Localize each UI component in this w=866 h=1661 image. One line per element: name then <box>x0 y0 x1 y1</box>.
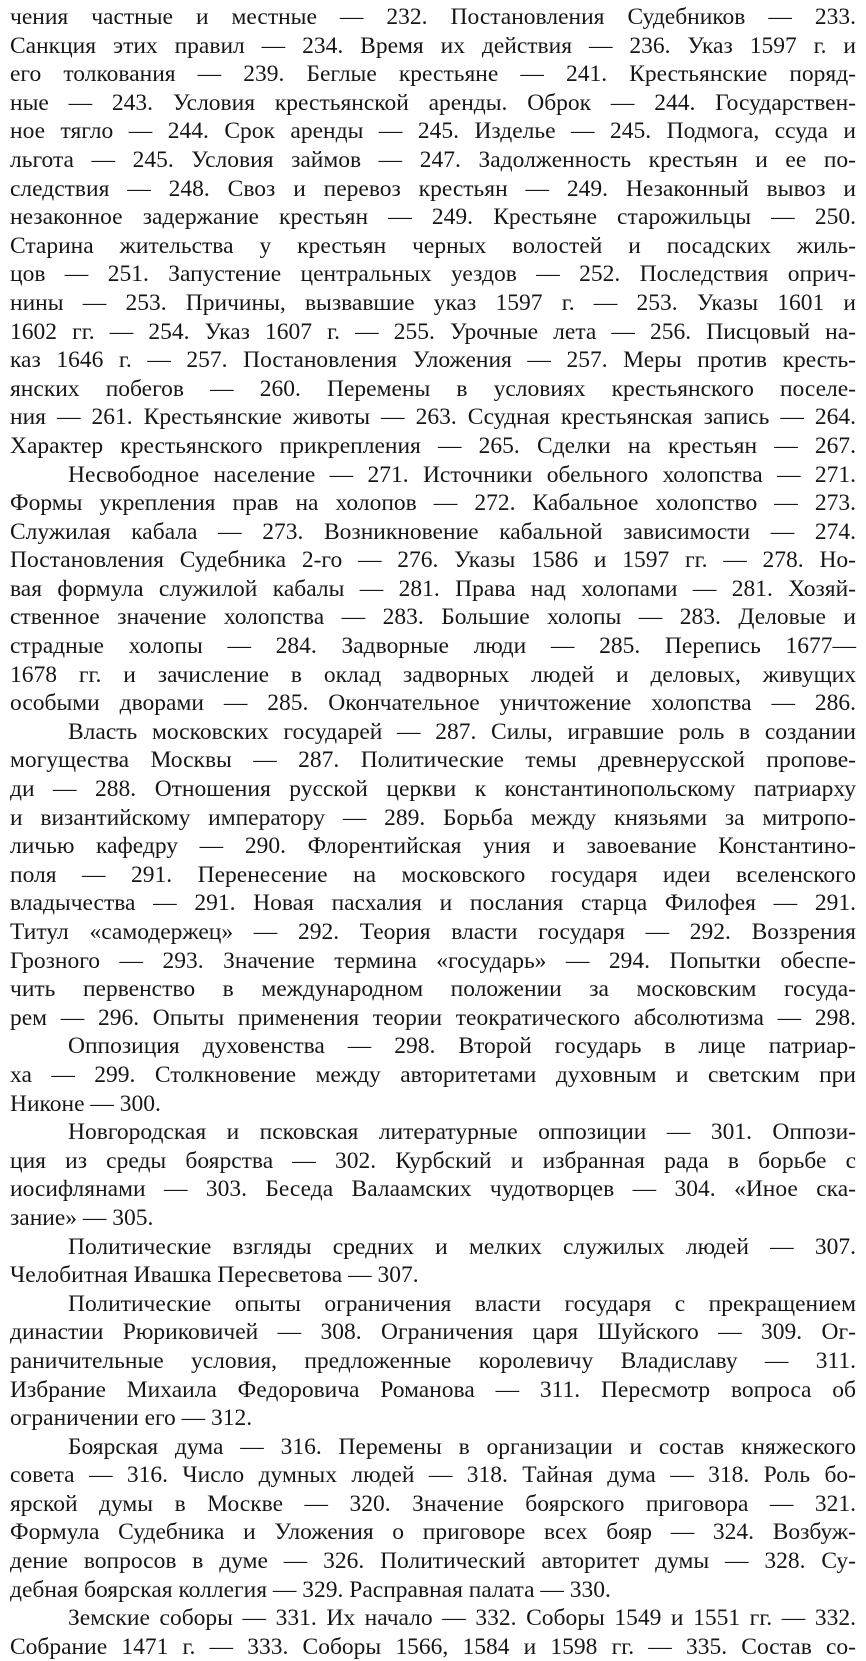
text-line: чения частные и местные — 232. Постановления Судебников — 233. <box>10 4 856 30</box>
text-line: вая формула служилой кабалы — 281. Права над холопами — 281. Хозяй- <box>10 575 856 602</box>
paragraph-unfree-population <box>10 461 856 718</box>
text-line: ния — 261. Крестьянские животы — 263. Ссудная крестьянская запись — 264. <box>10 404 856 431</box>
text-line: Старина жительства у крестьян черных волостей и посадских жиль- <box>10 232 856 259</box>
paragraph-literary-opposition <box>10 1118 856 1232</box>
text-line: ное тягло — 244. Срок аренды — 245. Изделье — 245. Подмога, ссуда и <box>10 118 856 145</box>
text-line: ярской думы в Москве — 320. Значение боярского приговора — 321. <box>10 1490 856 1517</box>
paragraph-boyar-duma <box>10 1433 856 1605</box>
text-line: цов — 251. Запустение центральных уездов — 252. Последствия оприч- <box>10 261 856 288</box>
text-line: иосифлянами — 303. Беседа Валаамских чудотворцев — 304. «Иное ска- <box>10 1176 856 1203</box>
paragraph-clergy-opposition <box>10 1032 856 1118</box>
text-line: каз 1646 г. — 257. Постановления Уложения — 257. Меры против кресть- <box>10 347 856 374</box>
text-line: Никоне — 300. <box>10 1090 161 1117</box>
text-line: ственное значение холопства — 283. Большие холопы — 283. Деловые и <box>10 604 856 631</box>
text-line: ха — 299. Столкновение между авторитетами духовным и светским при <box>10 1061 856 1088</box>
text-line: дение вопросов в думе — 326. Политический авторитет думы — 328. Су- <box>10 1548 856 1575</box>
text-line: Санкция этих правил — 234. Время их действия — 236. Указ 1597 г. и <box>10 32 856 59</box>
text-line: следствия — 248. Своз и перевоз крестьян — 249. Незаконный вывоз и <box>10 175 856 202</box>
text-line: Власть московских государей — 287. Силы, игравшие роль в создании <box>68 718 856 745</box>
text-line: Служилая кабала — 273. Возникновение кабальной зависимости — 274. <box>10 518 856 545</box>
text-line: Политические взгляды средних и мелких служилых людей — 307. <box>68 1233 856 1260</box>
text-line: Грозного — 293. Значение термина «государь» — 294. Попытки обеспе- <box>10 947 856 974</box>
text-line: ограничении его — 312. <box>10 1405 253 1432</box>
text-line: Земские соборы — 331. Их начало — 332. Соборы 1549 и 1551 гг. — 332. <box>68 1605 856 1632</box>
text-line: особыми дворами — 285. Окончательное уничтожение холопства — 286. <box>10 690 856 717</box>
text-line: незаконное задержание крестьян — 249. Крестьяне старожильцы — 250. <box>10 204 856 231</box>
text-line: льгота — 245. Условия займов — 247. Задолженность крестьян и ее по- <box>10 146 856 173</box>
text-line: личью кафедру — 290. Флорентийская уния и завоевание Константино- <box>10 833 856 860</box>
text-line: Избрание Михаила Федоровича Романова — 311. Пересмотр вопроса об <box>10 1376 856 1403</box>
text-line: Боярская дума — 316. Перемены в организации и состав княжеского <box>68 1433 856 1460</box>
text-line: ные — 243. Условия крестьянской аренды. Оброк — 244. Государствен- <box>10 89 856 116</box>
text-line: страдные холопы — 284. Задворные люди — 285. Перепись 1677— <box>10 633 856 660</box>
text-line: янских побегов — 260. Перемены в условиях крестьянского поселе- <box>10 375 856 402</box>
paragraph-moscow-power <box>10 718 856 1033</box>
text-line: зание» — 305. <box>10 1204 154 1231</box>
text-line: поля — 291. Перенесение на московского государя идеи вселенского <box>10 861 856 888</box>
text-line: Характер крестьянского прикрепления — 265. Сделки на крестьян — 267. <box>10 432 856 459</box>
text-line: совета — 316. Число думных людей — 318. Тайная дума — 318. Роль бо- <box>10 1462 856 1489</box>
paragraph-peasants <box>10 3 856 461</box>
text-line: рем — 296. Опыты применения теории теократического абсолютизма — 298. <box>10 1004 856 1031</box>
text-line: ция из среды боярства — 302. Курбский и избранная рада в борьбе с <box>10 1147 856 1174</box>
text-line: владычества — 291. Новая пасхалия и послания старца Филофея — 291. <box>10 890 856 917</box>
text-line: Челобитная Ивашка Пересветова — 307. <box>10 1262 419 1289</box>
text-line: могущества Москвы — 287. Политические темы древнерусской пропове- <box>10 747 856 774</box>
paragraph-zemsky-sobors <box>10 1604 856 1661</box>
paragraph-power-limitation <box>10 1290 856 1433</box>
text-line: Постановления Судебника 2-го — 276. Указы 1586 и 1597 гг. — 278. Но- <box>10 547 856 574</box>
text-line: чить первенство в международном положении за московским госуда- <box>10 976 856 1003</box>
text-line: Собрание 1471 г. — 333. Соборы 1566, 1584 и 1598 гг. — 335. Состав со- <box>10 1633 856 1660</box>
text-line: 1602 гг. — 254. Указ 1607 г. — 255. Урочные лета — 256. Писцовый на- <box>10 318 856 345</box>
text-line: Политические опыты ограничения власти государя с прекращением <box>68 1290 856 1317</box>
text-line: Формула Судебника и Уложения о приговоре всех бояр — 324. Возбуж- <box>10 1519 856 1546</box>
text-line: его толкования — 239. Беглые крестьяне — 241. Крестьянские поряд- <box>10 61 856 88</box>
text-line: и византийскому императору — 289. Борьба между князьями за митропо- <box>10 804 856 831</box>
text-line: ди — 288. Отношения русской церкви к константинопольскому патриарху <box>10 776 856 803</box>
text-line: раничительные условия, предложенные королевичу Владиславу — 311. <box>10 1347 856 1374</box>
text-line: Несвободное население — 271. Источники обельного холопства — 271. <box>68 461 856 488</box>
text-line: дебная боярская коллегия — 329. Расправная палата — 330. <box>10 1576 611 1603</box>
text-line: Титул «самодержец» — 292. Теория власти государя — 292. Воззрения <box>10 919 856 945</box>
text-line: 1678 гг. и зачисление в оклад задворных людей и деловых, живущих <box>10 661 856 688</box>
text-line: Оппозиция духовенства — 298. Второй государь в лице патриар- <box>68 1033 856 1060</box>
text-line: Новгородская и псковская литературные оппозиции — 301. Оппози- <box>68 1119 856 1146</box>
text-line: Формы укрепления прав на холопов — 272. Кабальное холопство — 273. <box>10 490 856 517</box>
text-line: династии Рюриковичей — 308. Ограничения царя Шуйского — 309. Ог- <box>10 1319 856 1346</box>
text-line: нины — 253. Причины, вызвавшие указ 1597 г. — 253. Указы 1601 и <box>10 289 856 316</box>
paragraph-service-people-views <box>10 1233 856 1290</box>
